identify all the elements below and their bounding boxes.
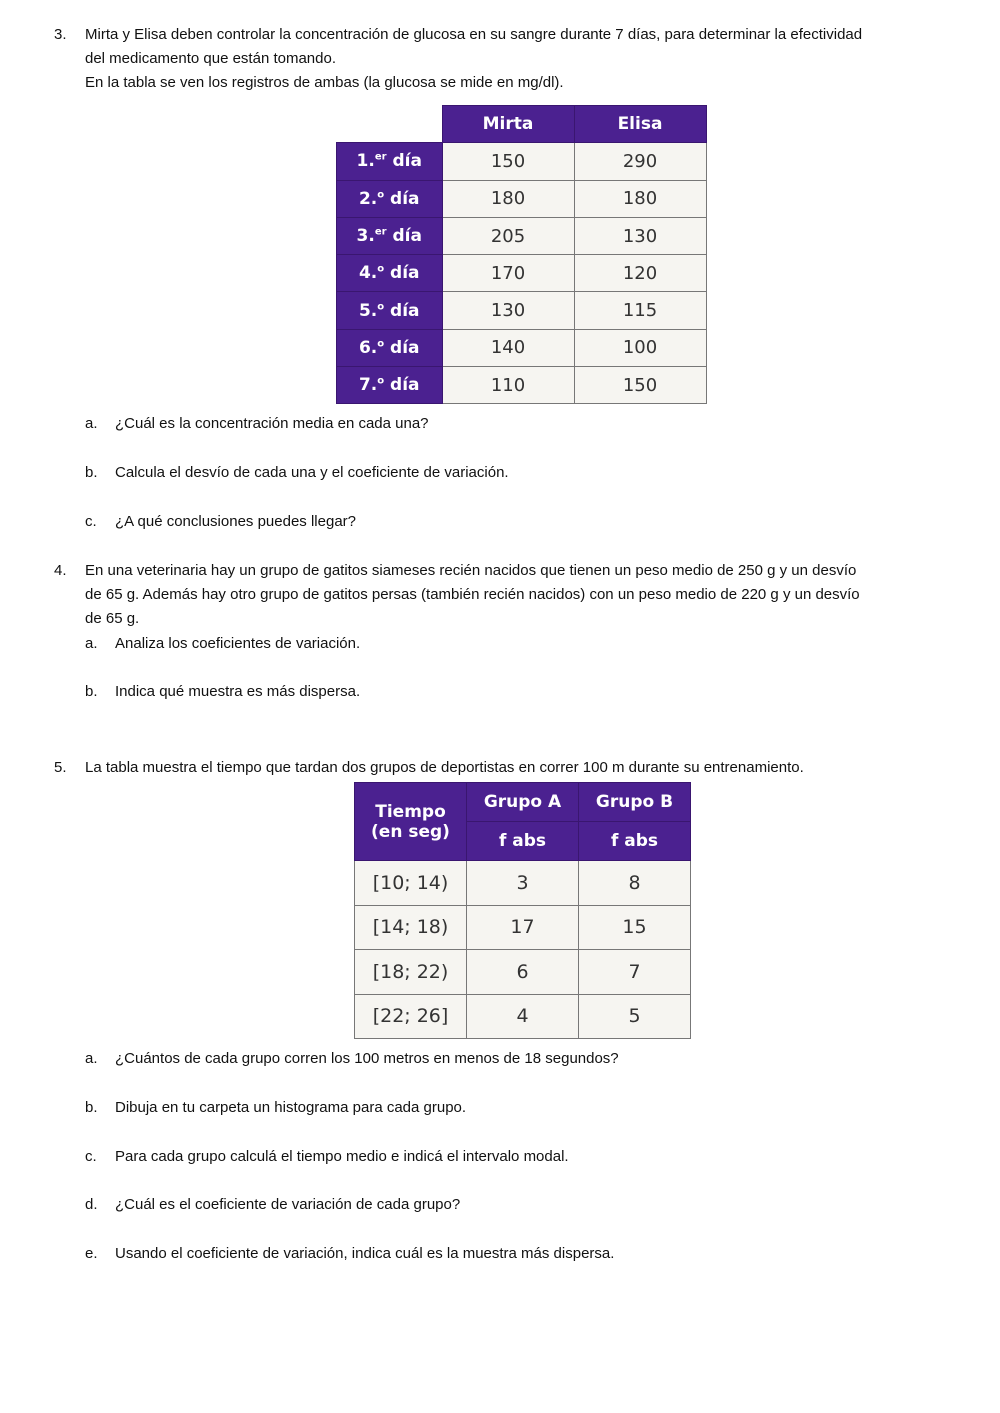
table-row (355, 950, 691, 995)
header-tiempo: Tiempo (en seg) (355, 783, 467, 861)
q3-text-line: Mirta y Elisa deben controlar la concentración de glucosa en su sangre durante 7 días, para determinar la efectividad (85, 26, 863, 43)
elisa-value: 115 (574, 292, 706, 329)
mirta-value: 140 (442, 329, 574, 366)
table-row (337, 367, 707, 404)
grupo-a-value: 3 (467, 861, 579, 906)
times-table (354, 782, 691, 1039)
day-label: 2.$^o$ día (337, 180, 443, 217)
q5-item-text: Dibuja en tu carpeta un histograma para cada grupo. (115, 1098, 467, 1116)
q3-text-line: del medicamento que están tomando. (85, 50, 336, 67)
mirta-value: 150 (442, 143, 574, 180)
grupo-a-value: 17 (467, 905, 579, 950)
q4-text-line: En una veterinaria hay un grupo de gatitos siameses recién nacidos que tienen un peso medio de 250 g y un desvío (85, 562, 857, 579)
interval: [14; 18) (355, 905, 467, 950)
q5-item-text: Para cada grupo calculá el tiempo medio e indicá el intervalo modal. (115, 1147, 569, 1165)
header-grupo-a: Grupo A (467, 783, 579, 822)
q5-number: 5. (54, 759, 67, 776)
q3c-label: c. (85, 513, 97, 530)
day-label: 1.$^{er}$ día (337, 143, 443, 180)
table-row (355, 994, 691, 1039)
mirta-value: 110 (442, 367, 574, 404)
elisa-value: 120 (574, 255, 706, 292)
q5-item-label: b. (85, 1098, 98, 1116)
q3a-text: ¿Cuál es la concentración media en cada una? (115, 415, 429, 432)
q4-number: 4. (54, 562, 67, 579)
table-row (337, 292, 707, 329)
day-label: 5.$^o$ día (337, 292, 443, 329)
q4b-text: Indica qué muestra es más dispersa. (115, 683, 361, 700)
interval: [10; 14) (355, 861, 467, 906)
q3-text-line: En la tabla se ven los registros de ambas (la glucosa se mide en mg/dl). (85, 74, 564, 91)
q3a-label: a. (85, 415, 98, 432)
mirta-value: 130 (442, 292, 574, 329)
glucose-table (336, 105, 707, 404)
q4a-label: a. (85, 635, 98, 652)
q5-item-text: ¿Cuántos de cada grupo corren los 100 metros en menos de 18 segundos? (115, 1050, 619, 1067)
mirta-value: 170 (442, 255, 574, 292)
day-label: 7.$^o$ día (337, 367, 443, 404)
table-row (355, 861, 691, 906)
table-row (355, 905, 691, 950)
grupo-b-value: 15 (579, 905, 691, 950)
header-elisa: Elisa (574, 106, 706, 143)
elisa-value: 180 (574, 180, 706, 217)
q5-item-label: c. (85, 1147, 97, 1165)
elisa-value: 100 (574, 329, 706, 366)
interval: [22; 26] (355, 994, 467, 1039)
elisa-value: 290 (574, 143, 706, 180)
header-grupo-b: Grupo B (579, 783, 691, 822)
mirta-value: 205 (442, 217, 574, 254)
table-row (337, 329, 707, 366)
q3-number: 3. (54, 26, 67, 43)
q5-text-line: La tabla muestra el tiempo que tardan dos grupos de deportistas en correr 100 m durante su entrenamiento. (85, 759, 804, 776)
q4a-text: Analiza los coeficientes de variación. (115, 635, 361, 652)
q5-item-label: d. (85, 1196, 98, 1214)
subheader-fabs-b: f abs (579, 822, 691, 861)
subheader-fabs-a: f abs (467, 822, 579, 861)
day-label: 6.$^o$ día (337, 329, 443, 366)
q5-item-text: Usando el coeficiente de variación, indica cuál es la muestra más dispersa. (115, 1245, 615, 1263)
q4b-label: b. (85, 683, 98, 700)
table-row (337, 217, 707, 254)
q4-text-line: de 65 g. Además hay otro grupo de gatitos persas (también recién nacidos) con un peso medio de 220 g y un desvío (85, 586, 860, 603)
q4-text-line: de 65 g. (85, 610, 140, 627)
q5-item-label: a. (85, 1050, 98, 1067)
q3b-label: b. (85, 464, 98, 481)
interval: [18; 22) (355, 950, 467, 995)
day-label: 3.$^{er}$ día (337, 217, 443, 254)
q5-item-text: ¿Cuál es el coeficiente de variación de cada grupo? (115, 1196, 461, 1214)
elisa-value: 150 (574, 367, 706, 404)
day-label: 4.$^o$ día (337, 255, 443, 292)
table-row (337, 143, 707, 180)
table-row (337, 255, 707, 292)
table-row (337, 180, 707, 217)
elisa-value: 130 (574, 217, 706, 254)
q5-item-label: e. (85, 1245, 98, 1263)
mirta-value: 180 (442, 180, 574, 217)
grupo-b-value: 7 (579, 950, 691, 995)
grupo-a-value: 4 (467, 994, 579, 1039)
grupo-a-value: 6 (467, 950, 579, 995)
grupo-b-value: 5 (579, 994, 691, 1039)
q3c-text: ¿A qué conclusiones puedes llegar? (115, 513, 356, 530)
header-mirta: Mirta (442, 106, 574, 143)
q3b-text: Calcula el desvío de cada una y el coeficiente de variación. (115, 464, 509, 481)
grupo-b-value: 8 (579, 861, 691, 906)
